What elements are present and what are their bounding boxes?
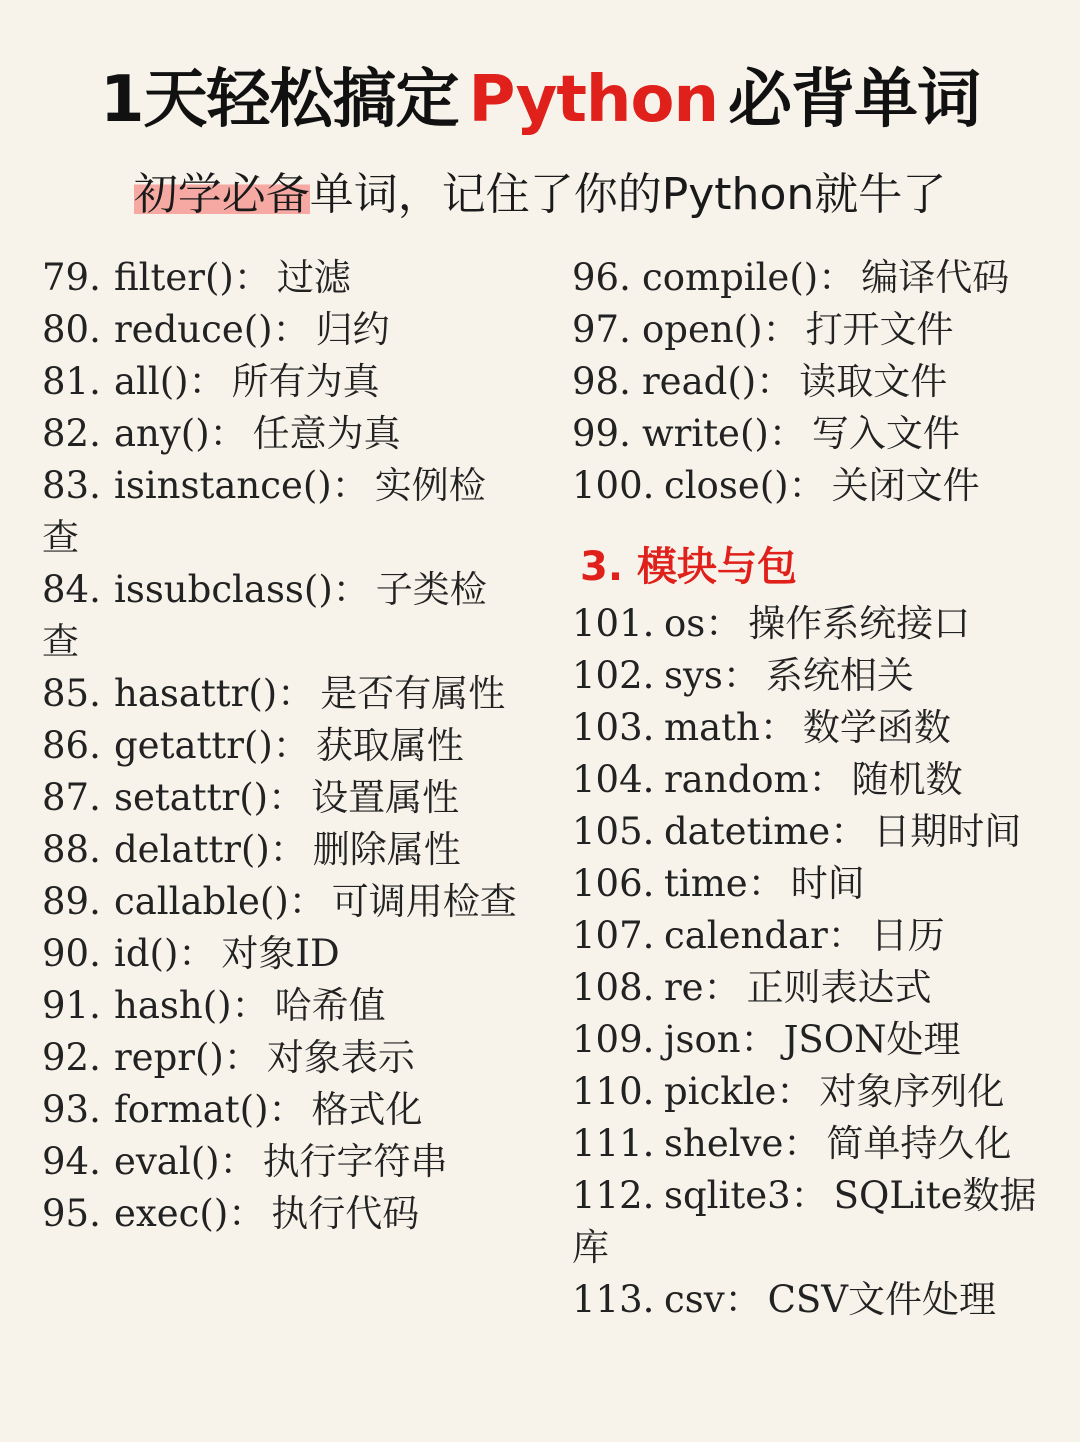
item-description: 写入文件 [811,412,960,455]
list-item [572,702,1052,754]
item-term: reduce() [114,308,273,351]
item-description: 对象ID [221,932,340,975]
title-suffix: 必背单词 [728,63,981,137]
item-description: 关闭文件 [831,464,980,507]
left-column [42,252,522,1240]
item-term: shelve [664,1122,784,1165]
list-item [42,252,522,304]
item-number: 90. [42,932,101,975]
item-number: 96. [572,256,631,299]
title-accent: Python [468,63,719,137]
item-description: 归约 [315,308,390,351]
list-item [572,910,1052,962]
item-description: 哈希值 [274,984,386,1027]
item-separator: ： [756,360,794,403]
item-term: compile() [642,256,819,299]
item-number: 88. [42,828,101,871]
item-description: 执行字符串 [262,1140,448,1183]
item-description: 所有为真 [231,360,380,403]
item-term: eval() [114,1140,220,1183]
item-number: 98. [572,360,631,403]
item-separator: ： [703,966,741,1009]
item-separator: ： [830,810,868,853]
item-term: any() [114,412,210,455]
list-item [572,806,1052,858]
item-description: 日历 [870,914,945,957]
item-term: all() [114,360,189,403]
list-item [572,1170,1052,1274]
item-term: hash() [114,984,232,1027]
item-number: 95. [42,1192,101,1235]
item-term: isinstance() [114,464,332,507]
item-number: 97. [572,308,631,351]
list-item [572,858,1052,910]
list-item [572,356,1052,408]
item-number: 106. [572,862,655,905]
item-separator: ： [268,1088,306,1131]
item-description: 对象序列化 [819,1070,1005,1113]
item-term: pickle [664,1070,777,1113]
item-description: 操作系统接口 [748,602,971,645]
list-item [572,304,1052,356]
item-separator: ： [790,1174,828,1217]
item-description: CSV文件处理 [767,1278,997,1321]
item-number: 83. [42,464,101,507]
item-number: 110. [572,1070,655,1113]
item-description: 格式化 [311,1088,423,1131]
item-term: write() [642,412,769,455]
subtitle-rest: 单词，记住了你的Python就牛了 [309,169,947,220]
list-item [42,408,522,460]
item-number: 111. [572,1122,655,1165]
item-term: sqlite3 [664,1174,791,1217]
item-separator: ： [188,360,226,403]
item-term: calendar [664,914,828,957]
list-item [42,876,522,928]
list-item [572,962,1052,1014]
item-description: 过滤 [276,256,351,299]
list-item [42,1136,522,1188]
item-separator: ： [808,758,846,801]
item-number: 80. [42,308,101,351]
item-separator: ： [705,602,743,645]
item-description: 获取属性 [315,724,464,767]
item-number: 102. [572,654,655,697]
item-term: issubclass() [114,568,333,611]
item-description: 日期时间 [873,810,1022,853]
item-description: JSON处理 [783,1018,961,1061]
list-item [572,460,1052,512]
item-number: 99. [572,412,631,455]
item-description: 读取文件 [799,360,948,403]
list-item [572,754,1052,806]
item-description: 可调用检查 [331,880,517,923]
item-term: repr() [114,1036,224,1079]
item-separator: ： [269,828,307,871]
list-item [42,772,522,824]
title-prefix: 1天轻松搞定 [99,63,459,137]
item-number: 79. [42,256,101,299]
list-item [572,1066,1052,1118]
item-separator: ： [288,880,326,923]
list-item [42,668,522,720]
item-term: format() [114,1088,269,1131]
item-term: random [664,758,809,801]
item-separator: ： [776,1070,814,1113]
item-number: 87. [42,776,101,819]
item-term: getattr() [114,724,273,767]
list-item [572,1274,1052,1326]
item-term: exec() [114,1192,229,1235]
item-number: 91. [42,984,101,1027]
item-term: csv [664,1278,725,1321]
item-description: 实例检查 [42,464,486,559]
item-term: setattr() [114,776,269,819]
item-term: callable() [114,880,289,923]
item-number: 92. [42,1036,101,1079]
list-item [572,598,1052,650]
item-term: open() [642,308,763,351]
item-separator: ： [331,464,369,507]
list-item [42,1188,522,1240]
list-item [42,304,522,356]
item-separator: ： [233,256,271,299]
list-item [42,824,522,876]
item-term: read() [642,360,757,403]
item-separator: ： [740,1018,778,1061]
item-separator: ： [231,984,269,1027]
item-separator: ： [219,1140,257,1183]
item-term: datetime [664,810,831,853]
item-number: 104. [572,758,655,801]
right-column [572,252,1052,1326]
item-term: hasattr() [114,672,278,715]
subtitle-highlight: 初学必备 [133,169,310,220]
item-term: delattr() [114,828,270,871]
item-separator: ： [747,862,785,905]
item-number: 101. [572,602,655,645]
item-separator: ： [272,308,310,351]
item-description: 对象表示 [266,1036,415,1079]
item-number: 103. [572,706,655,749]
item-number: 109. [572,1018,655,1061]
list-item [42,928,522,980]
list-item [42,356,522,408]
item-separator: ： [759,706,797,749]
item-term: id() [114,932,179,975]
item-description: 子类检查 [42,568,487,663]
list-item [42,1084,522,1136]
item-term: time [664,862,748,905]
section-heading: 3. 模块与包 [580,544,797,590]
item-number: 81. [42,360,101,403]
item-number: 89. [42,880,101,923]
item-description: 打开文件 [805,308,954,351]
item-description: 随机数 [851,758,963,801]
item-separator: ： [277,672,315,715]
item-separator: ： [272,724,310,767]
list-item [572,1118,1052,1170]
item-separator: ： [722,654,760,697]
item-description: 时间 [790,862,865,905]
list-item [42,460,522,564]
list-item [572,650,1052,702]
list-item [42,720,522,772]
item-description: 数学函数 [802,706,951,749]
item-description: SQLite数据库 [572,1174,1037,1269]
item-description: 编译代码 [861,256,1010,299]
item-separator: ： [762,308,800,351]
item-separator: ： [268,776,306,819]
item-number: 105. [572,810,655,853]
item-description: 任意为真 [252,412,401,455]
item-number: 112. [572,1174,655,1217]
page-title [0,48,1080,140]
item-number: 94. [42,1140,101,1183]
list-item [42,1032,522,1084]
file-functions-list [572,252,1052,512]
item-separator: ： [223,1036,261,1079]
item-number: 108. [572,966,655,1009]
list-item [42,564,522,668]
item-description: 简单持久化 [826,1122,1012,1165]
item-separator: ： [332,568,370,611]
item-separator: ： [783,1122,821,1165]
list-item [42,980,522,1032]
item-number: 82. [42,412,101,455]
item-separator: ： [827,914,865,957]
item-separator: ： [788,464,826,507]
item-term: os [664,602,706,645]
item-number: 100. [572,464,655,507]
item-term: re [664,966,704,1009]
item-term: sys [664,654,723,697]
item-number: 84. [42,568,101,611]
item-description: 系统相关 [765,654,914,697]
item-number: 93. [42,1088,101,1131]
item-description: 是否有属性 [320,672,506,715]
item-number: 107. [572,914,655,957]
item-description: 设置属性 [311,776,460,819]
item-description: 执行代码 [271,1192,420,1235]
item-description: 正则表达式 [746,966,932,1009]
page-subtitle [0,158,1080,222]
item-term: filter() [114,256,234,299]
item-separator: ： [724,1278,762,1321]
item-number: 85. [42,672,101,715]
item-term: close() [664,464,789,507]
module-list [572,598,1052,1326]
list-item [572,408,1052,460]
list-item [572,1014,1052,1066]
item-separator: ： [768,412,806,455]
item-separator: ： [228,1192,266,1235]
item-term: math [664,706,760,749]
item-separator: ： [178,932,216,975]
item-separator: ： [818,256,856,299]
item-term: json [664,1018,741,1061]
item-separator: ： [209,412,247,455]
item-number: 113. [572,1278,655,1321]
item-description: 删除属性 [312,828,461,871]
item-number: 86. [42,724,101,767]
list-item [572,252,1052,304]
